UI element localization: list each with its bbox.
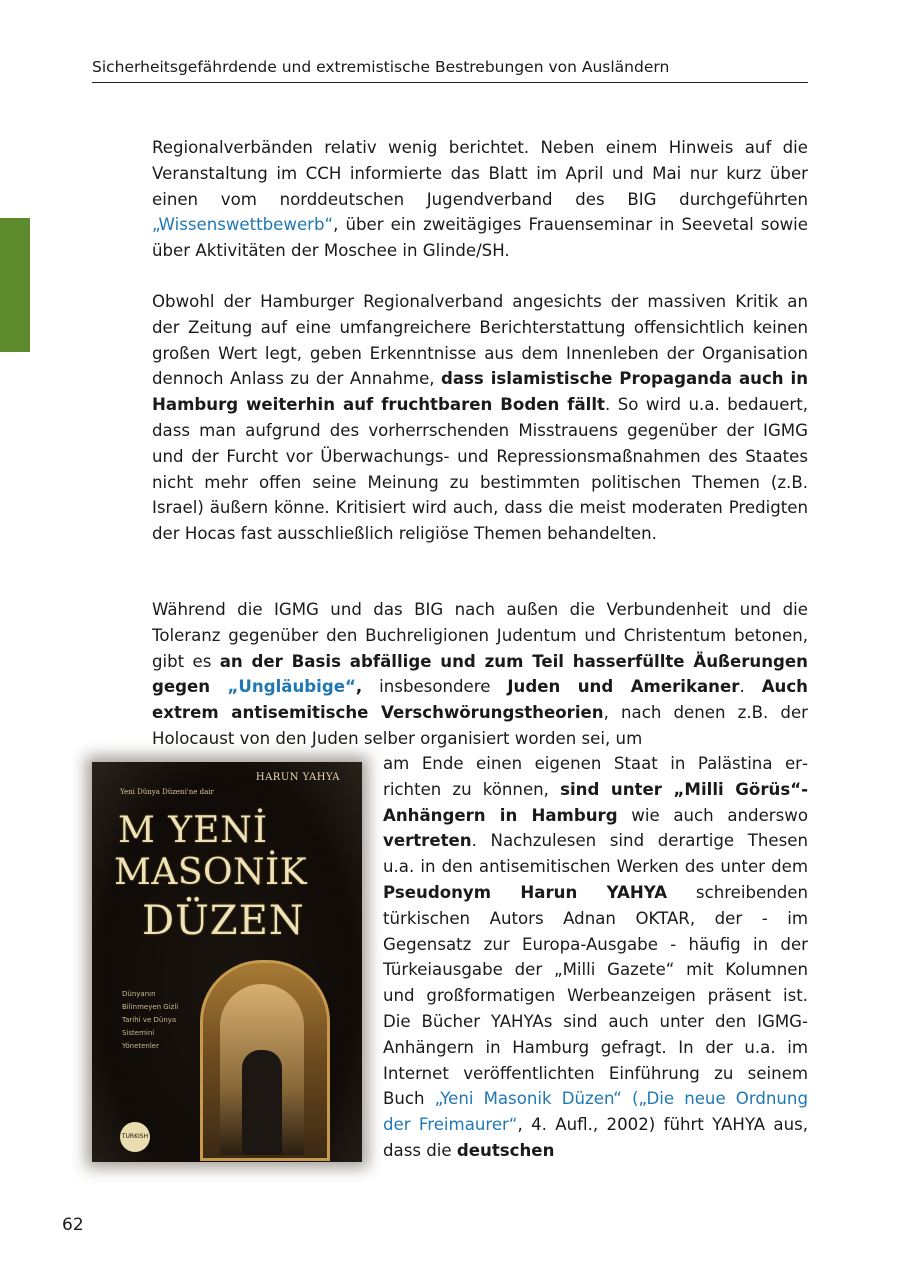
paragraph-4-bold-2: vertreten xyxy=(383,831,472,851)
book-author: HARUN YAHYA xyxy=(255,772,340,783)
chapter-tab-marker xyxy=(0,218,30,352)
quote-unglaeubige: „Ungläubige“ xyxy=(227,677,356,697)
book-cover-image xyxy=(92,762,362,1162)
book-title-line-1: M YENİ xyxy=(118,810,269,851)
running-header: Sicherheitsgefährdende und extremistische Bestrebungen von Ausländern xyxy=(92,58,808,83)
paragraph-4-text-e: , 4. Aufl., 2002) führt YAHYA aus, dass die xyxy=(383,1115,809,1160)
paragraph-3-bold-3: Juden und Amerikaner xyxy=(507,677,740,697)
paragraph-2 xyxy=(152,289,808,547)
page-number: 62 xyxy=(62,1215,84,1235)
paragraph-3-bold-1: an der Basis abfällige und zum Teil hasserfüllte Äußerungen gegen xyxy=(152,651,808,697)
paragraph-1-text-b: , über ein zweitägiges Frauenseminar in Seevetal sowie über Aktivitäten der Moschee in Glinde/SH. xyxy=(152,215,808,261)
paragraph-3-text-c: . xyxy=(739,677,762,697)
paragraph-4 xyxy=(383,751,808,1164)
paragraph-4-text-d: schreibenden türkischen Autors Adnan OKTAR, der - im Gegensatz zur Europa-Ausgabe - häufig in der Türkeiausgabe der „Milli Gazete“ mit Kolumnen und großformatigen Werbeanzeigen präsent ist. Die Bücher YAHYAs sind auch unter den IGMG-Anhängern in Hamburg gefragt. In der u.a. im Internet veröffentlichten Einführung zu seinem Buch xyxy=(383,882,809,1109)
paragraph-3-bold-2: , xyxy=(355,677,363,697)
paragraph-3-bold-4: Auch extrem antisemitische Verschwörungstheorien xyxy=(152,677,808,723)
paragraph-4-bold-3: Pseudonym Harun YAHYA xyxy=(383,882,668,902)
quote-wissenswettbewerb: „Wissenswettbewerb“ xyxy=(152,215,334,235)
paragraph-3-text-a: Während die IGMG und das BIG nach außen die Verbundenheit und die Toleranz gegenüber den Buchreligionen Judentum und Christentum betonen, gibt es xyxy=(152,600,808,671)
book-title-line-2: MASONİK xyxy=(114,852,308,893)
paragraph-3-text-d: , nach denen z.B. der Holocaust von den Juden selber organisiert worden sei, um xyxy=(152,703,808,748)
paragraph-2-text-b: . So wird u.a. bedauert, dass man aufgrund des vorherrschenden Misstrauens gegenüber der IGMG und der Furcht vor Überwachungs- und Repressionsmaßnahmen des Staates nicht mehr offen seine Meinung zu bestimmten politischen Themen (z.B. Israel) äußern könne. Kritisiert wird auch, dass die meist moderaten Predigten der Hocas fast ausschließlich religiöse Themen behandelten. xyxy=(152,395,809,544)
paragraph-4-text-b: wie auch anderswo xyxy=(617,805,808,825)
paragraph-3-text-b: insbesondere xyxy=(362,677,508,697)
paragraph-4-text-c: . Nachzulesen sind derartige Thesen u.a. in den antisemitischen Werken des unter dem xyxy=(383,831,808,877)
quote-book-title: „Yeni Masonik Düzen“ („Die neue Ordnung der Freimaurer“ xyxy=(383,1089,808,1135)
paragraph-3 xyxy=(152,597,808,752)
paragraph-4-text-a: am Ende einen eigenen Staat in Palästina errichten zu können, xyxy=(383,754,808,799)
book-series: Yeni Dünya Düzeni'ne dair xyxy=(120,788,214,796)
paragraph-4-bold-1: sind unter „Milli Görüs“-Anhängern in Hamburg xyxy=(383,779,808,825)
book-title-line-3: DÜZEN xyxy=(142,898,305,944)
book-side-text: Dünyanın Bilinmeyen Gizli Tarihi ve Dünya Sistemini Yönetenler xyxy=(122,990,179,1050)
paragraph-2-text-a: Obwohl der Hamburger Regionalverband angesichts der massiven Kritik an der Zeitung auf eine umfangreichere Berichterstattung offensichtlich keinen großen Wert legt, geben Erkenntnisse aus dem Innenleben der Organisation dennoch Anlass zu der Annahme, xyxy=(152,292,808,389)
book-figure-illustration xyxy=(242,1050,282,1155)
paragraph-4-bold-4: deutschen xyxy=(456,1140,555,1160)
book-seal-icon: TURKISH xyxy=(120,1122,150,1152)
paragraph-2-bold: dass islamistische Propaganda auch in Hamburg weiterhin auf fruchtbaren Boden fällt xyxy=(152,369,809,415)
paragraph-1 xyxy=(152,135,808,264)
paragraph-1-text-a: Regionalverbänden relativ wenig berichtet. Neben einem Hinweis auf die Veranstaltung im CCH informierte das Blatt im April und Mai nur kurz über einen vom norddeutschen Jugendverband des BIG durchgeführten xyxy=(152,138,808,209)
